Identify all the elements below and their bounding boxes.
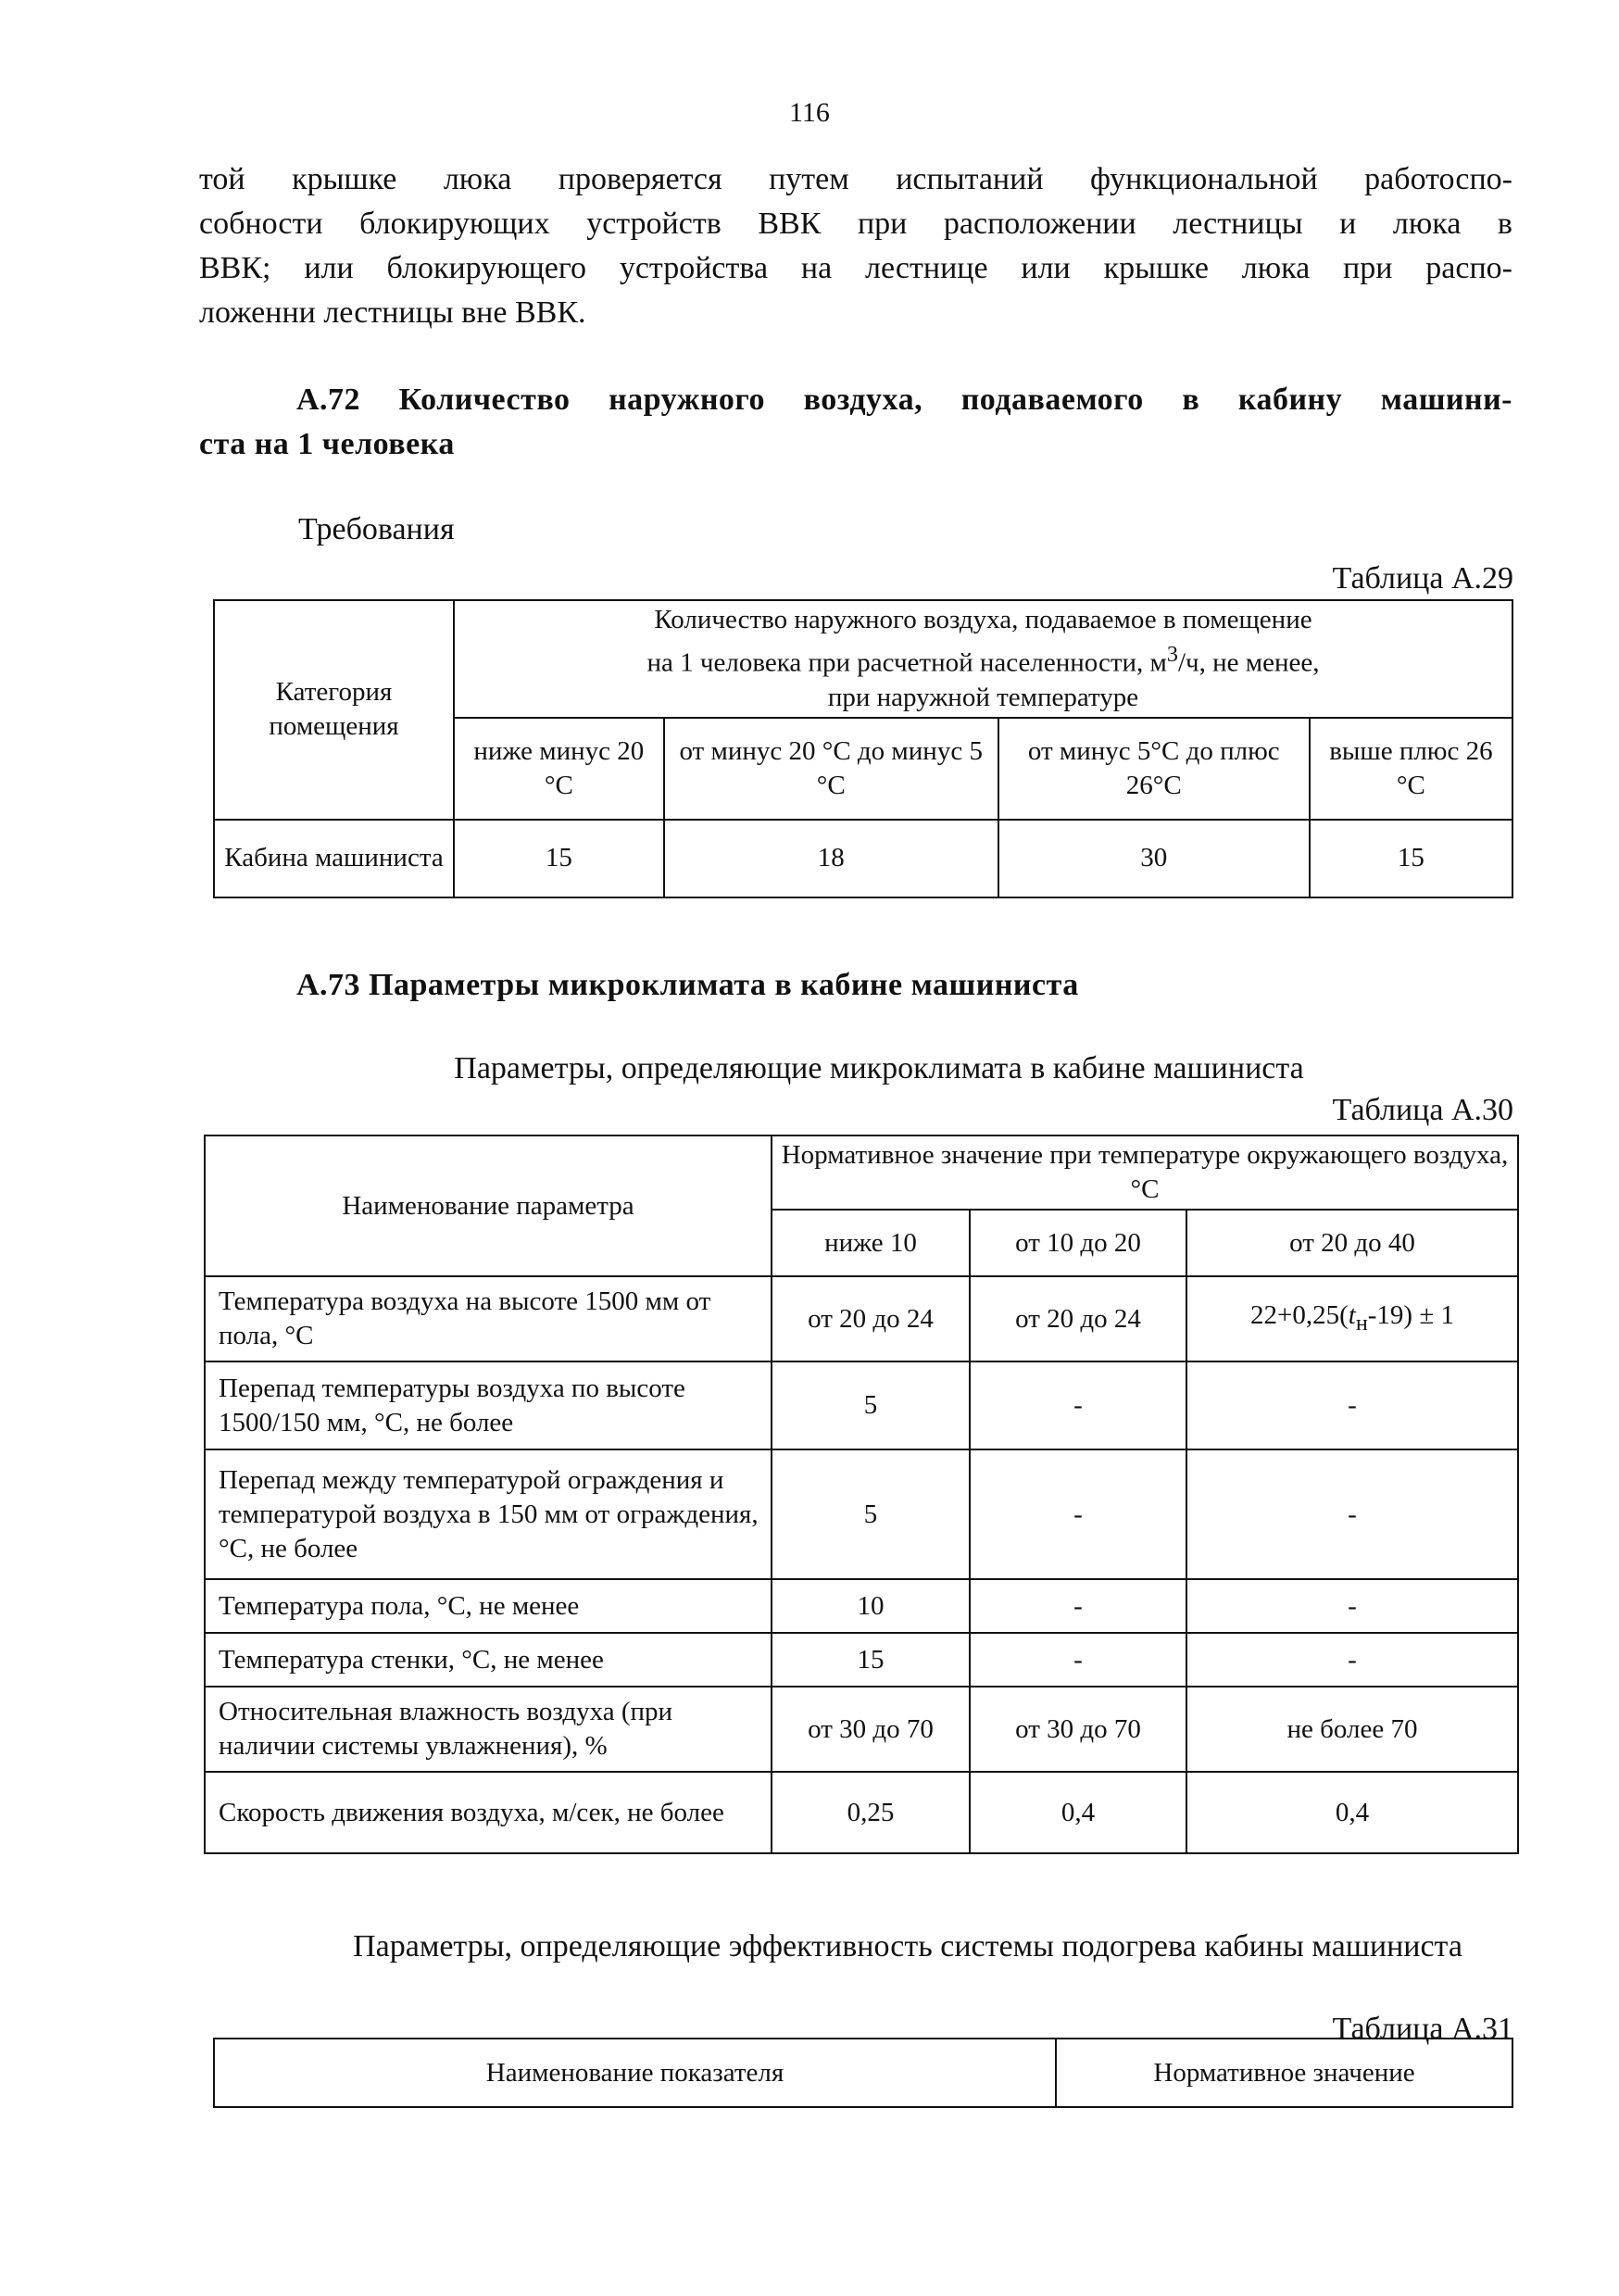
sub-header: от 10 до 20 [970,1210,1186,1276]
cell-value: 30 [998,820,1310,897]
cell-value: - [1186,1449,1518,1579]
group-header: Нормативное значение при температуре окружающего воздуха, °С [772,1135,1518,1210]
heading-line: ста на 1 человека [199,427,455,461]
table-row [205,1579,1518,1633]
formula-var: t [1348,1299,1356,1330]
cell-value: 18 [664,820,998,897]
cell-value: 5 [772,1361,970,1449]
cell-value: - [970,1361,1186,1449]
col-header-indicator: Наименование показателя [214,2039,1056,2107]
param-name: Температура стенки, °С, не менее [205,1633,772,1687]
table-row [205,1449,1518,1579]
param-name: Скорость движения воздуха, м/сек, не более [205,1772,772,1853]
param-name: Температура пола, °С, не менее [205,1579,772,1633]
section-a72-heading [199,378,1512,467]
cell-value: 10 [772,1579,970,1633]
col-header-norm: Нормативное значение [1056,2039,1512,2107]
group-header-line: на 1 человека при расчетной населенности, м [646,647,1167,678]
table-a30 [204,1135,1519,1854]
table-row [205,1687,1518,1772]
cell-value: - [1186,1633,1518,1687]
cell-value: - [970,1449,1186,1579]
param-name: Перепад между температурой ограждения и температурой воздуха в 150 мм от ограждения, °С, не более [205,1449,772,1579]
sub-header: от минус 20 °С до минус 5 °С [664,718,998,820]
section-a73-heading: А.73 Параметры микроклимата в кабине машиниста [296,968,1079,1002]
cell-value: от 20 до 24 [772,1276,970,1361]
table-a29 [213,599,1513,898]
intro-line: собности блокирующих устройств ВВК при расположении лестницы и люка в [199,207,1512,241]
cell-value: 0,4 [1186,1772,1518,1853]
formula-part: -19) ± 1 [1367,1299,1454,1330]
table-title-a31: Параметры, определяющие эффективность системы подогрева кабины машиниста [353,1929,1462,1964]
cell-value: - [970,1633,1186,1687]
table-caption-a30: Таблица А.30 [1332,1093,1513,1127]
cell-value [1186,1276,1518,1361]
intro-paragraph [199,157,1512,335]
formula-sub: н [1355,1310,1368,1336]
group-header [454,600,1512,718]
sub-header: выше плюс 26 °С [1310,718,1512,820]
intro-line: той крышке люка проверяется путем испытаний функциональной работоспо- [199,162,1512,196]
table-row [205,1276,1518,1361]
cell-value: - [1186,1579,1518,1633]
page-number: 116 [789,97,830,128]
intro-line: ложенни лестницы вне ВВК. [199,295,586,330]
table-title-a30: Параметры, определяющие микроклимата в кабине машиниста [454,1051,1304,1085]
sub-header: ниже минус 20 °С [454,718,664,820]
param-name: Относительная влажность воздуха (при наличии системы увлажнения), % [205,1687,772,1772]
cell-value: от 20 до 24 [970,1276,1186,1361]
table-a31 [213,2038,1513,2108]
cell-value: - [1186,1361,1518,1449]
cell-value: от 30 до 70 [970,1687,1186,1772]
col-header-param: Наименование параметра [205,1135,772,1276]
cell-value: 15 [1310,820,1512,897]
formula-part: 22+0,25( [1250,1299,1349,1330]
cell-value: 5 [772,1449,970,1579]
cell-value: 0,25 [772,1772,970,1853]
col-header-category: Категория помещения [214,600,454,820]
group-header-line: /ч, не менее, [1177,647,1320,678]
table-row [205,1633,1518,1687]
cell-value: не более 70 [1186,1687,1518,1772]
cell-value: от 30 до 70 [772,1687,970,1772]
cell-value: 15 [454,820,664,897]
param-name: Температура воздуха на высоте 1500 мм от пола, °С [205,1276,772,1361]
requirements-label: Требования [298,512,455,546]
group-header-line: при наружной температуре [827,682,1139,712]
sub-header: от 20 до 40 [1186,1210,1518,1276]
cell-value: 0,4 [970,1772,1186,1853]
superscript: 3 [1166,642,1178,667]
group-header-line: Количество наружного воздуха, подаваемое в помещение [654,605,1312,634]
cell-value: 15 [772,1633,970,1687]
table-caption-a31: Таблица А.31 [1332,2012,1513,2046]
sub-header: от минус 5°С до плюс 26°С [998,718,1310,820]
sub-header: ниже 10 [772,1210,970,1276]
table-caption-a29: Таблица А.29 [1332,561,1513,596]
table-row [205,1772,1518,1853]
table-row [205,1361,1518,1449]
cell-value: - [970,1579,1186,1633]
row-label: Кабина машиниста [214,820,454,897]
intro-line: ВВК; или блокирующего устройства на лестнице или крышке люка при распо- [199,251,1512,285]
heading-line: А.72 Количество наружного воздуха, подаваемого в кабину машини- [296,383,1512,417]
param-name: Перепад температуры воздуха по высоте 1500/150 мм, °С, не более [205,1361,772,1449]
